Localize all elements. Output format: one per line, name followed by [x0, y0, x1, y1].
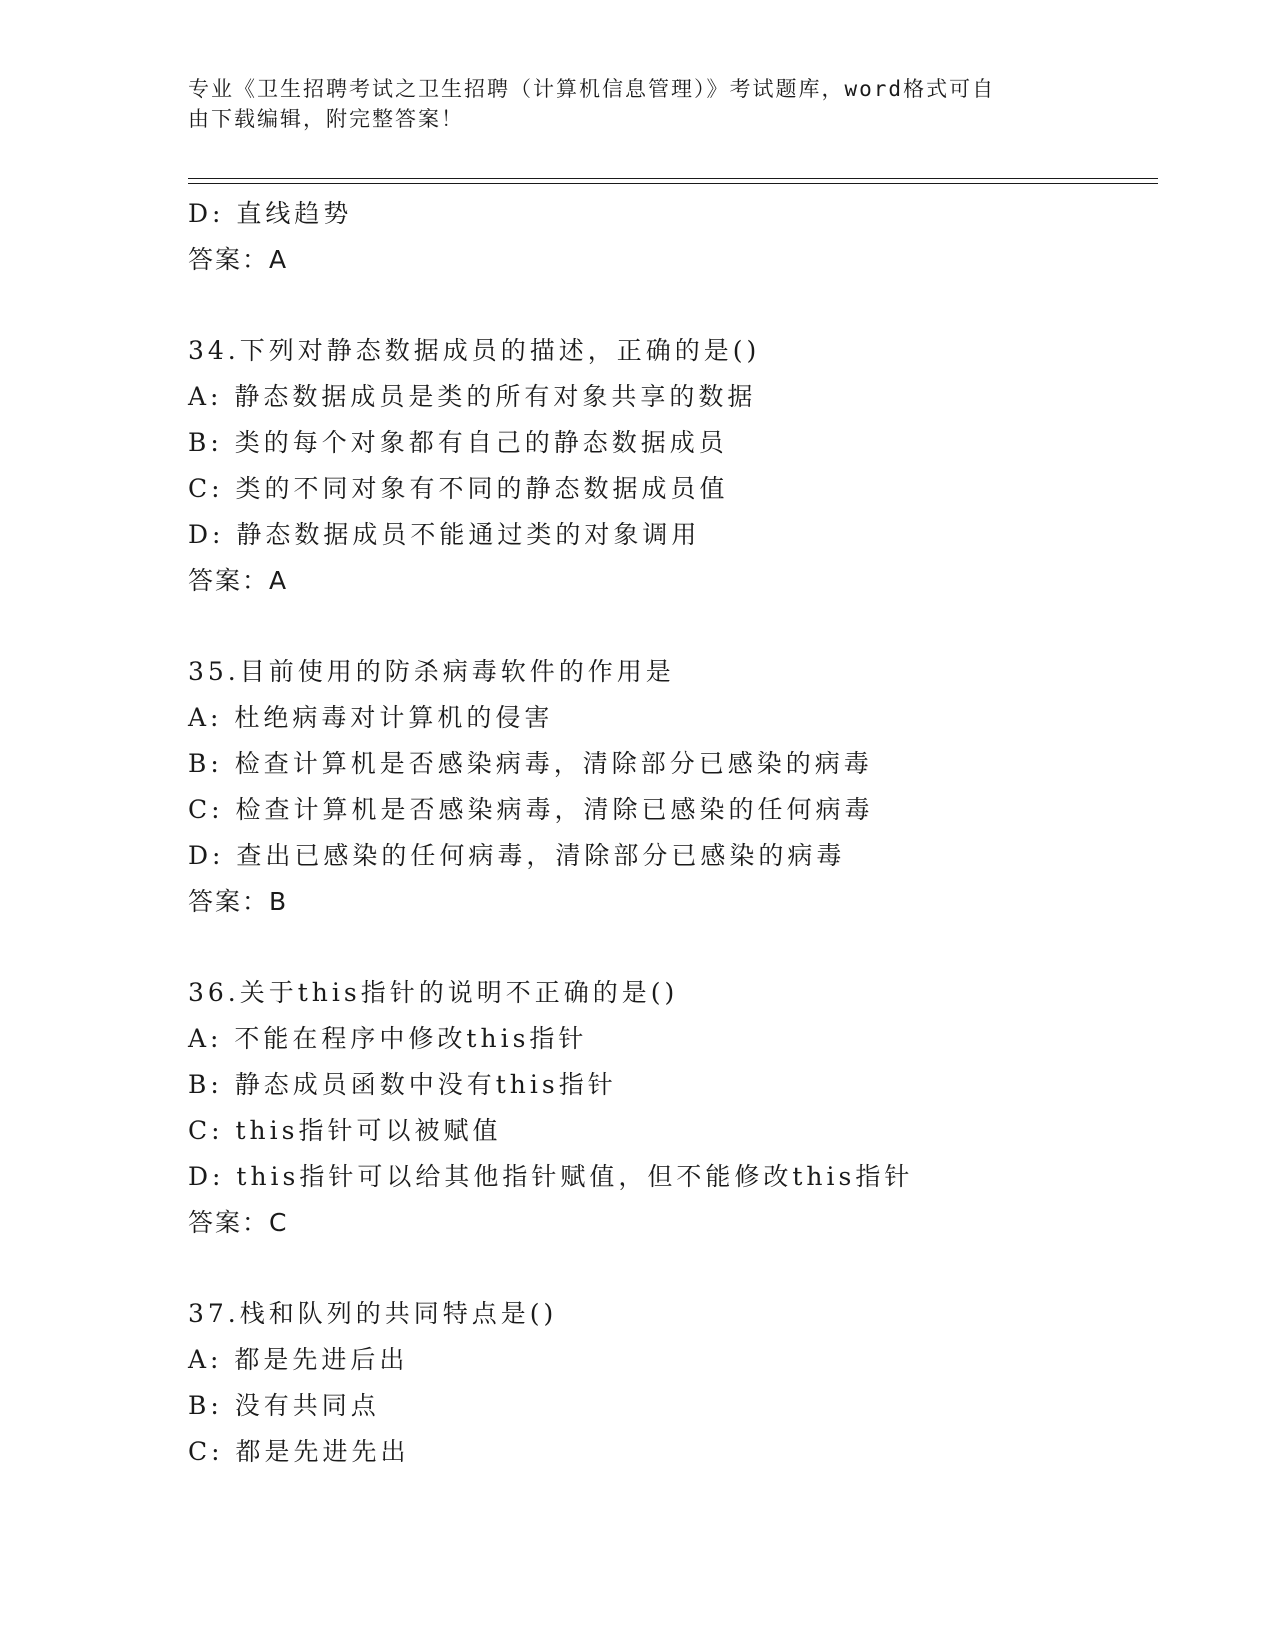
- option-d: D: 查出已感染的任何病毒，清除部分已感染的病毒: [188, 841, 846, 870]
- option-a: A: 杜绝病毒对计算机的侵害: [188, 703, 554, 732]
- option-c: C: this指针可以被赋值: [188, 1116, 502, 1145]
- answer-line: 答案：C: [188, 1208, 289, 1237]
- option-d: D: 静态数据成员不能通过类的对象调用: [188, 520, 701, 549]
- option-d: D: this指针可以给其他指针赋值，但不能修改this指针: [188, 1162, 914, 1191]
- header-divider-top: [188, 178, 1158, 179]
- header-line-2: 由下载编辑，附完整答案！: [188, 107, 464, 131]
- question-stem: 37.栈和队列的共同特点是(): [188, 1299, 558, 1328]
- option-b: B: 检查计算机是否感染病毒，清除部分已感染的病毒: [188, 749, 873, 778]
- header-line-1: 专业《卫生招聘考试之卫生招聘（计算机信息管理）》考试题库，word格式可自: [188, 77, 996, 101]
- question-list: [188, 191, 1158, 1475]
- option-b: B: 类的每个对象都有自己的静态数据成员: [188, 428, 728, 457]
- question-block-36: [188, 970, 1158, 1246]
- question-stem: 35.目前使用的防杀病毒软件的作用是: [188, 657, 675, 686]
- option-c: C: 类的不同对象有不同的静态数据成员值: [188, 474, 729, 503]
- option-d: D: 直线趋势: [188, 199, 353, 228]
- question-stem: 34.下列对静态数据成员的描述，正确的是(): [188, 336, 761, 365]
- option-a: A: 静态数据成员是类的所有对象共享的数据: [188, 382, 757, 411]
- option-a: A: 都是先进后出: [188, 1345, 409, 1374]
- option-c: C: 检查计算机是否感染病毒，清除已感染的任何病毒: [188, 795, 874, 824]
- header-divider-bottom: [188, 183, 1158, 184]
- option-a: A: 不能在程序中修改this指针: [188, 1024, 588, 1053]
- question-block-35: [188, 649, 1158, 925]
- answer-line: 答案：B: [188, 887, 289, 916]
- answer-line: 答案：A: [188, 566, 289, 595]
- question-block-carryover: [188, 191, 1158, 283]
- page-header: [188, 74, 1088, 134]
- option-b: B: 没有共同点: [188, 1391, 380, 1420]
- option-c: C: 都是先进先出: [188, 1437, 410, 1466]
- option-b: B: 静态成员函数中没有this指针: [188, 1070, 617, 1099]
- answer-line: 答案：A: [188, 245, 289, 274]
- question-block-34: [188, 328, 1158, 604]
- question-block-37: [188, 1291, 1158, 1475]
- question-stem: 36.关于this指针的说明不正确的是(): [188, 978, 679, 1007]
